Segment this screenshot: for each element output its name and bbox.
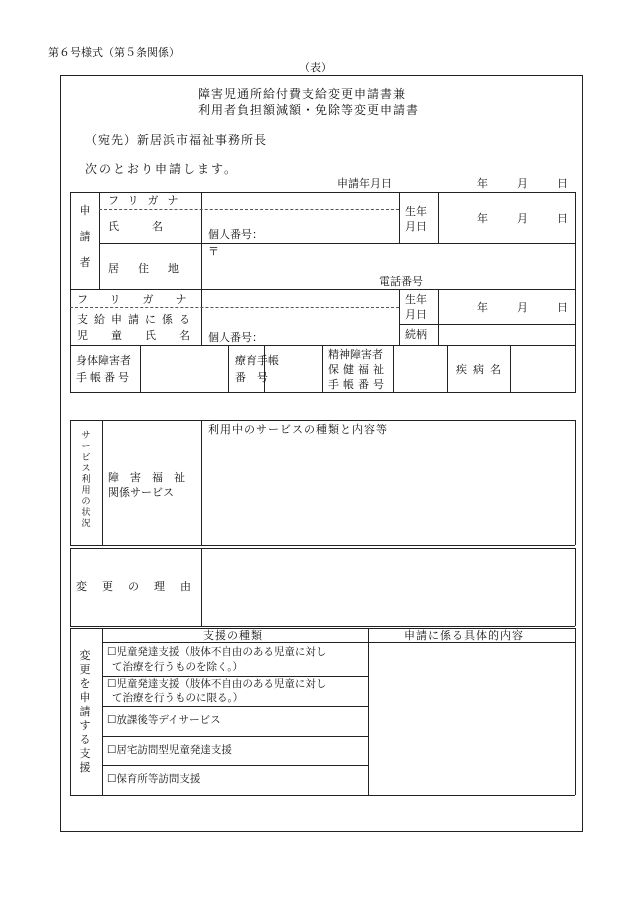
disease-label: 疾病名 — [456, 363, 507, 376]
child-name-label-1: 支給申請に係る — [77, 313, 196, 326]
support-item-checkbox[interactable]: ☐保育所等訪問支援 — [107, 773, 201, 785]
form-title-line1: 障害児通所給付費支給変更申請書兼 — [198, 87, 407, 101]
mental-handbook-label-3: 手帳番号 — [328, 378, 388, 391]
support-item-note: て治療を行うものに限る。） — [112, 692, 244, 704]
physical-handbook-label-2: 手帳番号 — [76, 371, 132, 384]
intro-text: 次のとおり申請します。 — [85, 162, 239, 176]
service-content-label: 利用中のサービスの種類と内容等 — [208, 423, 388, 436]
applicant-birth-month: 月 — [517, 212, 528, 225]
child-birth-label-1: 生年 — [405, 293, 427, 306]
form-title-line2: 利用者負担額減額・免除等変更申請書 — [198, 103, 420, 117]
addressee: （宛先）新居浜市福祉事務所長 — [85, 133, 268, 147]
child-birth-month: 月 — [517, 301, 528, 314]
application-date-month: 月 — [517, 177, 528, 190]
child-individual-number: 個人番号： — [208, 331, 263, 344]
support-item-checkbox[interactable]: ☐児童発達支援（肢体不自由のある児童に対し — [107, 678, 327, 690]
child-relation-label: 続柄 — [405, 328, 427, 341]
applicant-birth-year: 年 — [477, 212, 488, 225]
support-detail-header: 申請に係る具体的内容 — [404, 629, 524, 642]
service-category-1: 障 害 福 祉 — [108, 471, 185, 484]
physical-handbook-label-1: 身体障害者 — [76, 354, 131, 367]
rehab-handbook-label-2: 番 号 — [235, 371, 268, 384]
applicant-individual-number: 個人番号： — [208, 228, 263, 241]
postal-mark: 〒 — [208, 245, 219, 258]
support-vertical-label: 変 更 を 申 請 す る 支 援 — [79, 649, 91, 774]
applicant-birth-label-2: 月日 — [405, 220, 427, 233]
child-birth-year: 年 — [477, 301, 488, 314]
applicant-birth-day: 日 — [557, 212, 568, 225]
support-item-checkbox[interactable]: ☐児童発達支援（肢体不自由のある児童に対し — [107, 646, 327, 658]
child-furigana-label: フリガナ — [77, 293, 209, 306]
service-status-vertical-label: サ ー ビ ス 利 用 の 状 況 — [81, 431, 91, 529]
applicant-address-label: 居 住 地 — [108, 262, 183, 275]
support-item-checkbox[interactable]: ☐放課後等デイサービス — [107, 714, 221, 726]
application-date-label: 申請年月日 — [337, 177, 392, 190]
applicant-birth-label-1: 生年 — [405, 205, 427, 218]
side-label: （表） — [299, 61, 332, 74]
support-type-header: 支援の種類 — [203, 629, 263, 642]
mental-handbook-label-1: 精神障害者 — [328, 348, 383, 361]
child-birth-day: 日 — [557, 301, 568, 314]
applicant-name-label: 氏 名 — [108, 220, 163, 233]
rehab-handbook-label-1: 療育手帳 — [235, 354, 279, 367]
mental-handbook-label-2: 保健福祉 — [328, 363, 388, 376]
change-reason-label: 変 更 の 理 由 — [76, 580, 193, 593]
support-item-note: て治療を行うものを除く。） — [112, 661, 244, 673]
support-item-checkbox[interactable]: ☐居宅訪問型児童発達支援 — [107, 744, 232, 756]
application-date-day: 日 — [557, 177, 568, 190]
applicant-phone-label: 電話番号 — [379, 275, 423, 288]
child-name-label-2: 児 童 氏 名 — [77, 329, 196, 342]
applicant-furigana-label: フリガナ — [108, 194, 188, 207]
application-date-year: 年 — [477, 177, 488, 190]
service-category-2: 関係サービス — [108, 486, 174, 499]
applicant-section-label: 申 請 者 — [79, 204, 91, 269]
child-birth-label-2: 月日 — [405, 308, 427, 321]
form-number: 第６号様式（第５条関係） — [48, 46, 180, 59]
